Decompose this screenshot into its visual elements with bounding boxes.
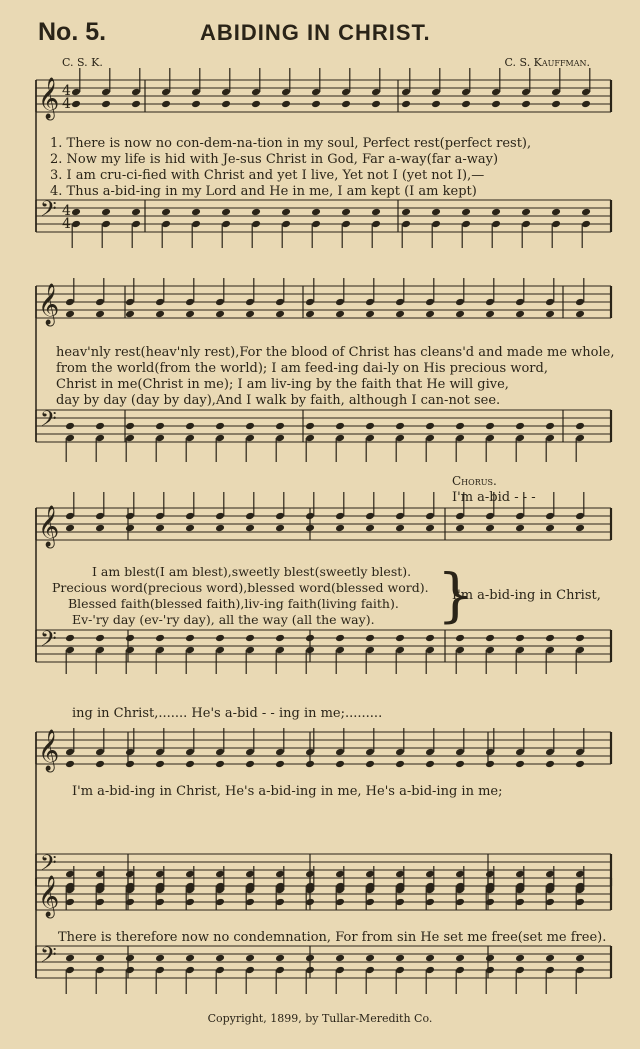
- verse-4-line-2: day by day (day by day),And I walk by faith, although I can-not see.: [56, 393, 501, 408]
- svg-text:𝄢: 𝄢: [40, 627, 57, 657]
- verse-2-line-2: from the world(from the world); I am feed-ing dai-ly on His precious word,: [56, 361, 548, 376]
- lyricist-credit: C. S. K.: [62, 56, 103, 69]
- verse-3-line-1: 3. I am cru-ci-fied with Christ and yet I live, Yet not I (yet not I),—: [50, 168, 485, 183]
- chorus-verse-3: Blessed faith(blessed faith),liv-ing faith(living faith).: [68, 596, 399, 611]
- svg-text:𝄞: 𝄞: [38, 876, 60, 917]
- final-line-text: There is therefore now no condemnation, For from sin He set me free(set me free).: [58, 930, 607, 945]
- chorus-verse-4: Ev-'ry day (ev-'ry day), all the way (all the way).: [72, 612, 375, 627]
- verse-1-line-2: heav'nly rest(heav'nly rest),For the blood of Christ has cleans'd and made me whole,: [56, 345, 615, 360]
- svg-text:𝄢: 𝄢: [40, 197, 57, 227]
- svg-text:𝄢: 𝄢: [40, 851, 57, 881]
- chorus-verse-1: I am blest(I am blest),sweetly blest(sweetly blest).: [92, 564, 412, 579]
- hymn-number: No. 5.: [38, 18, 107, 46]
- composer-credit: C. S. Kauffman.: [504, 56, 590, 69]
- chorus-refrain-text: I'm a-bid-ing in Christ,: [452, 588, 601, 603]
- svg-text:4: 4: [62, 83, 71, 99]
- verse-1-line-1: 1. There is now no con-dem-na-tion in my soul, Perfect rest(perfect rest),: [50, 136, 532, 151]
- chorus-verse-2: Precious word(precious word),blessed word(blessed word).: [52, 580, 429, 595]
- verse-2-line-1: 2. Now my life is hid with Je-sus Christ in God, Far a-way(far a-way): [50, 152, 499, 167]
- svg-text:𝄞: 𝄞: [38, 284, 60, 325]
- svg-text:𝄞: 𝄞: [38, 730, 60, 771]
- svg-text:𝄢: 𝄢: [40, 407, 57, 437]
- svg-text:𝄞: 𝄞: [38, 506, 60, 547]
- svg-text:𝄞: 𝄞: [38, 78, 60, 119]
- hymn-title: ABIDING IN CHRIST.: [200, 20, 431, 45]
- copyright-notice: Copyright, 1899, by Tullar-Meredith Co.: [207, 1012, 433, 1025]
- svg-text:4: 4: [62, 216, 71, 232]
- svg-text:4: 4: [62, 96, 71, 112]
- svg-text:𝄢: 𝄢: [40, 943, 57, 973]
- chorus-label: Chorus.: [452, 474, 497, 488]
- verse-brace: }: [437, 561, 474, 629]
- refrain-bottom-text: I'm a-bid-ing in Christ, He's a-bid-ing in me, He's a-bid-ing in me;: [72, 784, 503, 799]
- refrain-top-text: ing in Christ,....... He's a-bid - - ing in me;.........: [72, 706, 383, 721]
- verse-4-line-1: 4. Thus a-bid-ing in my Lord and He in me, I am kept (I am kept): [50, 184, 477, 199]
- svg-text:4: 4: [62, 203, 71, 219]
- verse-3-line-2: Christ in me(Christ in me); I am liv-ing by the faith that He will give,: [56, 377, 509, 392]
- chorus-top-text: I'm a-bid - - -: [452, 490, 536, 505]
